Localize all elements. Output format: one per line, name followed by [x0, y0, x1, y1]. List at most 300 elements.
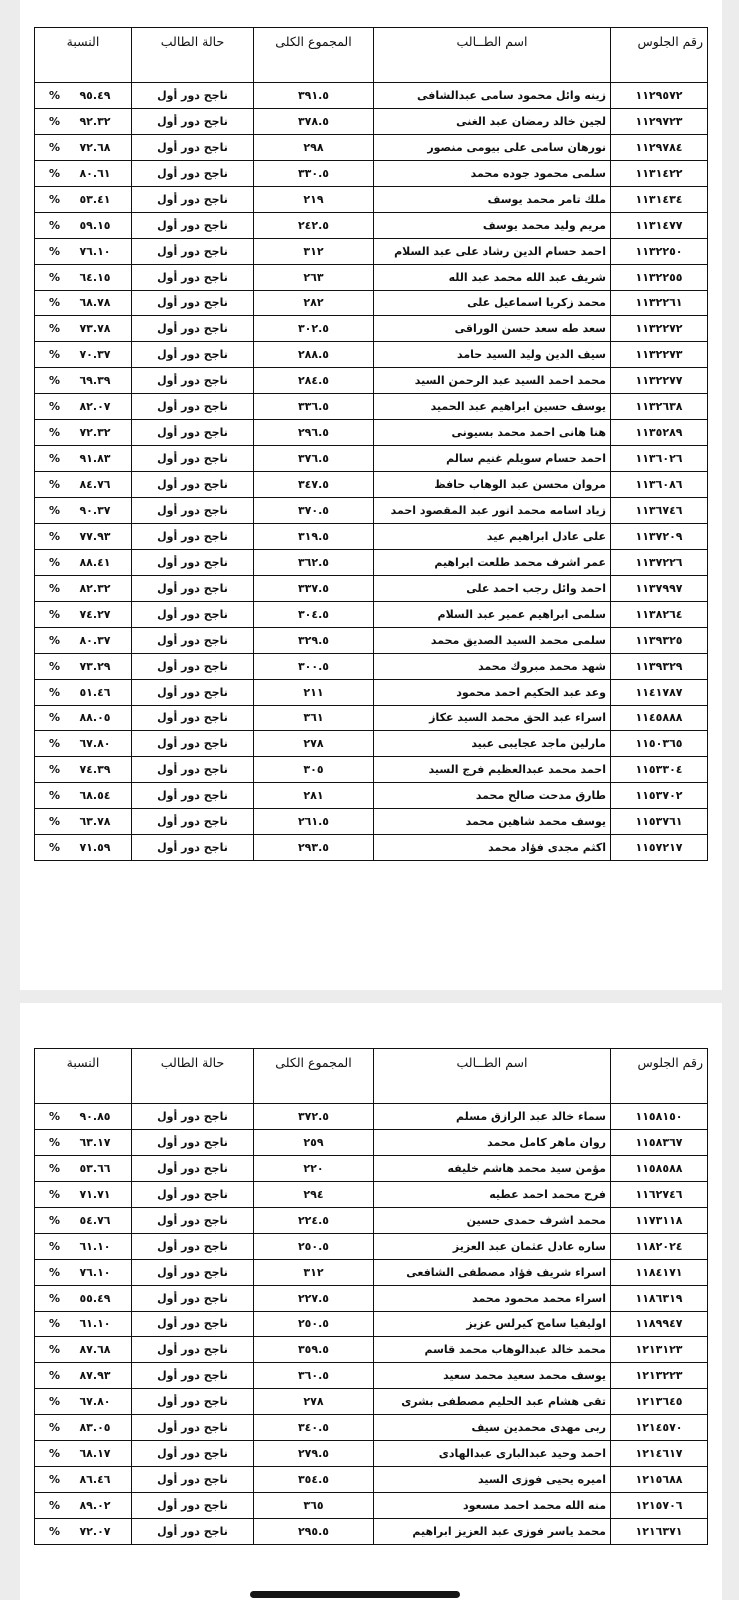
total-score-cell: ٢٧٨	[254, 731, 374, 757]
student-status-cell: ناجح دور أول	[132, 1389, 254, 1415]
seat-number-cell: ١١٥٨٣٦٧	[611, 1129, 708, 1155]
table-row	[35, 1415, 708, 1441]
percentage-value: ٨٠.٦١	[79, 166, 111, 180]
student-status-cell: ناجح دور أول	[132, 446, 254, 472]
percentage-cell	[35, 394, 132, 420]
table-header-row	[35, 1049, 708, 1104]
percentage-value: ٥١.٤٦	[79, 685, 111, 699]
percent-sign: %	[49, 1447, 61, 1461]
student-name-cell: تقى هشام عبد الحليم مصطفى بشرى	[374, 1389, 611, 1415]
student-name-cell: اسراء شريف فؤاد مصطفى الشافعى	[374, 1259, 611, 1285]
percentage-cell	[35, 368, 132, 394]
table-row	[35, 368, 708, 394]
student-status-cell: ناجح دور أول	[132, 523, 254, 549]
percentage-cell	[35, 1415, 132, 1441]
percent-sign: %	[49, 270, 61, 284]
student-name-cell: اميره يحيى فوزى السيد	[374, 1467, 611, 1493]
percentage-cell	[35, 472, 132, 498]
percentage-value: ٩٠.٣٧	[79, 503, 111, 517]
percentage-cell	[35, 1129, 132, 1155]
percentage-value: ٨٩.٠٢	[79, 1499, 111, 1513]
total-score-cell: ٣٣٦.٥	[254, 394, 374, 420]
table-row	[35, 108, 708, 134]
seat-number-cell: ١١٣٧٩٩٧	[611, 575, 708, 601]
percentage-cell	[35, 653, 132, 679]
table-row	[35, 549, 708, 575]
total-score-cell: ٢٨٤.٥	[254, 368, 374, 394]
seat-number-cell: ١١٥٨١٥٠	[611, 1104, 708, 1130]
student-status-cell: ناجح دور أول	[132, 549, 254, 575]
seat-number-cell: ١١٨٩٩٤٧	[611, 1311, 708, 1337]
seat-number-cell: ١١٥٠٣٦٥	[611, 731, 708, 757]
percentage-value: ٥٣.٤١	[79, 192, 111, 206]
percentage-header: النسبة	[35, 1049, 132, 1104]
table-row	[35, 679, 708, 705]
percentage-value: ٦٣.٧٨	[79, 815, 111, 829]
percentage-cell	[35, 601, 132, 627]
percentage-cell	[35, 498, 132, 524]
percentage-value: ٦٨.١٧	[79, 1447, 111, 1461]
total-score-cell: ٢٨٢	[254, 290, 374, 316]
seat-number-cell: ١١٣٢٢٧٣	[611, 342, 708, 368]
student-status-header: حالة الطالب	[132, 28, 254, 83]
seat-number-cell: ١١٢٩٧٨٤	[611, 134, 708, 160]
percent-sign: %	[49, 815, 61, 829]
percentage-value: ٦١.١٠	[79, 1317, 111, 1331]
table-row	[35, 83, 708, 109]
percentage-value: ٦١.١٠	[79, 1239, 111, 1253]
student-status-cell: ناجح دور أول	[132, 134, 254, 160]
total-score-cell: ٢٩٣.٥	[254, 835, 374, 861]
student-status-cell: ناجح دور أول	[132, 83, 254, 109]
student-name-cell: يوسف محمد سعيد محمد سعيد	[374, 1363, 611, 1389]
percentage-value: ٧١.٥٩	[79, 841, 111, 855]
total-score-cell: ٢٢٤.٥	[254, 1207, 374, 1233]
total-score-header: المجموع الكلى	[254, 28, 374, 83]
seat-number-cell: ١٢١٥٦٨٨	[611, 1467, 708, 1493]
table-row	[35, 575, 708, 601]
total-score-cell: ٣١٩.٥	[254, 523, 374, 549]
table-row	[35, 835, 708, 861]
student-name-cell: ربى مهدى محمدين سيف	[374, 1415, 611, 1441]
table-row	[35, 731, 708, 757]
table-row	[35, 316, 708, 342]
table-body	[35, 1104, 708, 1545]
percent-sign: %	[49, 348, 61, 362]
percentage-cell	[35, 1311, 132, 1337]
student-status-cell: ناجح دور أول	[132, 1181, 254, 1207]
percentage-cell	[35, 1363, 132, 1389]
percentage-cell	[35, 549, 132, 575]
percentage-value: ٩٠.٨٥	[79, 1109, 111, 1123]
seat-number-cell: ١١٥٣٧٦١	[611, 809, 708, 835]
percent-sign: %	[49, 322, 61, 336]
student-name-cell: محمد ياسر فوزى عبد العزيز ابراهيم	[374, 1519, 611, 1545]
table-row	[35, 1389, 708, 1415]
table-row	[35, 394, 708, 420]
total-score-cell: ٣٧٠.٥	[254, 498, 374, 524]
percentage-cell	[35, 1389, 132, 1415]
percentage-value: ٧٤.٣٩	[79, 763, 111, 777]
percent-sign: %	[49, 88, 61, 102]
student-name-cell: مروان محسن عبد الوهاب حافظ	[374, 472, 611, 498]
total-score-cell: ٣١٢	[254, 238, 374, 264]
table-row	[35, 1129, 708, 1155]
seat-number-cell: ١١٤١٧٨٧	[611, 679, 708, 705]
percentage-value: ٦٩.٣٩	[79, 374, 111, 388]
percentage-cell	[35, 757, 132, 783]
total-score-cell: ٢٩٨	[254, 134, 374, 160]
seat-number-cell: ١١٣٢٢٥٠	[611, 238, 708, 264]
table-row	[35, 1337, 708, 1363]
student-name-cell: اسراء محمد محمود محمد	[374, 1285, 611, 1311]
total-score-cell: ٣٥٩.٥	[254, 1337, 374, 1363]
total-score-cell: ٣١٢	[254, 1259, 374, 1285]
seat-number-cell: ١٢١٦٣٧١	[611, 1519, 708, 1545]
student-name-cell: وعد عبد الحكيم احمد محمود	[374, 679, 611, 705]
table-row	[35, 498, 708, 524]
table-row	[35, 1363, 708, 1389]
percent-sign: %	[49, 529, 61, 543]
percentage-value: ٩٢.٣٢	[79, 114, 111, 128]
student-status-cell: ناجح دور أول	[132, 1259, 254, 1285]
total-score-cell: ٢١١	[254, 679, 374, 705]
student-status-cell: ناجح دور أول	[132, 1467, 254, 1493]
percent-sign: %	[49, 1187, 61, 1201]
total-score-cell: ٣٣٠.٥	[254, 160, 374, 186]
student-name-cell: احمد وائل رجب احمد على	[374, 575, 611, 601]
seat-number-cell: ١١٣٢٦٣٨	[611, 394, 708, 420]
total-score-cell: ٢٥٩	[254, 1129, 374, 1155]
student-status-header: حالة الطالب	[132, 1049, 254, 1104]
student-name-header: اسم الطــالب	[374, 1049, 611, 1104]
table-row	[35, 523, 708, 549]
student-status-cell: ناجح دور أول	[132, 264, 254, 290]
table-row	[35, 446, 708, 472]
percent-sign: %	[49, 244, 61, 258]
student-name-cell: سعد طه سعد حسن الوراقى	[374, 316, 611, 342]
total-score-cell: ٣٦٢.٥	[254, 549, 374, 575]
total-score-cell: ٣٠٥	[254, 757, 374, 783]
student-status-cell: ناجح دور أول	[132, 1233, 254, 1259]
total-score-cell: ٢٥٠.٥	[254, 1311, 374, 1337]
student-name-cell: شريف عبد الله محمد عبد الله	[374, 264, 611, 290]
percentage-value: ٧٣.٧٨	[79, 322, 111, 336]
student-status-cell: ناجح دور أول	[132, 575, 254, 601]
seat-number-cell: ١١٥٣٣٠٤	[611, 757, 708, 783]
table-row	[35, 1519, 708, 1545]
total-score-cell: ٣٦٥	[254, 1493, 374, 1519]
student-status-cell: ناجح دور أول	[132, 601, 254, 627]
percentage-value: ٥٩.١٥	[79, 218, 111, 232]
table-row	[35, 1104, 708, 1130]
student-name-cell: سماء خالد عبد الرازق مسلم	[374, 1104, 611, 1130]
percentage-value: ٥٣.٦٦	[79, 1161, 111, 1175]
percentage-cell	[35, 809, 132, 835]
table-row	[35, 1233, 708, 1259]
percent-sign: %	[49, 659, 61, 673]
student-status-cell: ناجح دور أول	[132, 420, 254, 446]
results-table	[34, 27, 708, 861]
total-score-cell: ٢٥٠.٥	[254, 1233, 374, 1259]
total-score-cell: ٣٠٢.٥	[254, 316, 374, 342]
student-status-cell: ناجح دور أول	[132, 290, 254, 316]
student-name-cell: يوسف حسين ابراهيم عبد الحميد	[374, 394, 611, 420]
seat-number-cell: ١٢١٥٧٠٦	[611, 1493, 708, 1519]
table-row	[35, 264, 708, 290]
total-score-cell: ٣٤٠.٥	[254, 1415, 374, 1441]
student-status-cell: ناجح دور أول	[132, 835, 254, 861]
student-name-cell: محمد خالد عبدالوهاب محمد قاسم	[374, 1337, 611, 1363]
total-score-header: المجموع الكلى	[254, 1049, 374, 1104]
total-score-cell: ٢٢٠	[254, 1155, 374, 1181]
percentage-header: النسبة	[35, 28, 132, 83]
student-status-cell: ناجح دور أول	[132, 238, 254, 264]
student-name-cell: فرح محمد احمد عطيه	[374, 1181, 611, 1207]
percent-sign: %	[49, 763, 61, 777]
percentage-cell	[35, 212, 132, 238]
student-name-cell: احمد حسام سويلم غنيم سالم	[374, 446, 611, 472]
percentage-value: ٨٤.٧٦	[79, 478, 111, 492]
percent-sign: %	[49, 140, 61, 154]
student-status-cell: ناجح دور أول	[132, 368, 254, 394]
student-name-cell: احمد وحيد عبدالبارى عبدالهادى	[374, 1441, 611, 1467]
table-row	[35, 290, 708, 316]
total-score-cell: ٣٣٧.٥	[254, 575, 374, 601]
percent-sign: %	[49, 503, 61, 517]
student-name-cell: مارلين ماجد عجايبى عبيد	[374, 731, 611, 757]
total-score-cell: ٣٦١	[254, 705, 374, 731]
percent-sign: %	[49, 114, 61, 128]
percentage-cell	[35, 83, 132, 109]
table-row	[35, 757, 708, 783]
table-row	[35, 134, 708, 160]
table-row	[35, 1259, 708, 1285]
student-name-cell: زينه وائل محمود سامى عبدالشافى	[374, 83, 611, 109]
student-status-cell: ناجح دور أول	[132, 1363, 254, 1389]
percentage-value: ٩٥.٤٩	[79, 88, 111, 102]
total-score-cell: ٣٩١.٥	[254, 83, 374, 109]
results-table	[34, 1048, 708, 1545]
percentage-value: ٨٢.٣٢	[79, 581, 111, 595]
student-status-cell: ناجح دور أول	[132, 1311, 254, 1337]
student-name-cell: احمد حسام الدين رشاد على عبد السلام	[374, 238, 611, 264]
percentage-cell	[35, 1104, 132, 1130]
percent-sign: %	[49, 426, 61, 440]
student-status-cell: ناجح دور أول	[132, 186, 254, 212]
seat-number-cell: ١١٣٦٠٢٦	[611, 446, 708, 472]
table-row	[35, 212, 708, 238]
percentage-cell	[35, 705, 132, 731]
table-row	[35, 1285, 708, 1311]
percentage-cell	[35, 264, 132, 290]
table-row	[35, 1467, 708, 1493]
percentage-cell	[35, 1337, 132, 1363]
percent-sign: %	[49, 555, 61, 569]
student-status-cell: ناجح دور أول	[132, 1493, 254, 1519]
student-status-cell: ناجح دور أول	[132, 627, 254, 653]
percentage-cell	[35, 575, 132, 601]
percentage-cell	[35, 523, 132, 549]
student-status-cell: ناجح دور أول	[132, 472, 254, 498]
percentage-cell	[35, 446, 132, 472]
total-score-cell: ٣٠٤.٥	[254, 601, 374, 627]
seat-number-cell: ١١٣٢٢٧٧	[611, 368, 708, 394]
percentage-value: ٧١.٧١	[79, 1187, 111, 1201]
seat-number-cell: ١١٢٩٧٢٣	[611, 108, 708, 134]
percentage-cell	[35, 1233, 132, 1259]
seat-number-cell: ١١٣٩٣٢٩	[611, 653, 708, 679]
percentage-value: ٨٢.٠٧	[79, 400, 111, 414]
student-status-cell: ناجح دور أول	[132, 1415, 254, 1441]
seat-number-cell: ١١٣٦٠٨٦	[611, 472, 708, 498]
student-status-cell: ناجح دور أول	[132, 783, 254, 809]
percentage-cell	[35, 1285, 132, 1311]
table-row	[35, 238, 708, 264]
percent-sign: %	[49, 1291, 61, 1305]
student-name-cell: مؤمن سيد محمد هاشم خليفه	[374, 1155, 611, 1181]
percentage-value: ٨٧.٦٨	[79, 1343, 111, 1357]
student-status-cell: ناجح دور أول	[132, 394, 254, 420]
table-header-row	[35, 28, 708, 83]
total-score-cell: ٢٩٤	[254, 1181, 374, 1207]
percent-sign: %	[49, 1317, 61, 1331]
percentage-value: ٦٧.٨٠	[79, 1395, 111, 1409]
student-name-cell: محمد اشرف حمدى حسين	[374, 1207, 611, 1233]
percentage-cell	[35, 316, 132, 342]
percent-sign: %	[49, 1473, 61, 1487]
total-score-cell: ٢٨٨.٥	[254, 342, 374, 368]
percentage-cell	[35, 731, 132, 757]
seat-number-header: رقم الجلوس	[611, 28, 708, 83]
student-status-cell: ناجح دور أول	[132, 1155, 254, 1181]
percent-sign: %	[49, 789, 61, 803]
student-name-header: اسم الطــالب	[374, 28, 611, 83]
table-row	[35, 627, 708, 653]
percent-sign: %	[49, 1109, 61, 1123]
percent-sign: %	[49, 1421, 61, 1435]
percentage-cell	[35, 1519, 132, 1545]
percentage-value: ٧٢.٣٢	[79, 426, 111, 440]
student-name-cell: منه الله محمد احمد مسعود	[374, 1493, 611, 1519]
percentage-value: ٨٨.٠٥	[79, 711, 111, 725]
percentage-cell	[35, 420, 132, 446]
total-score-cell: ٢٧٨	[254, 1389, 374, 1415]
student-status-cell: ناجح دور أول	[132, 1207, 254, 1233]
seat-number-cell: ١١٢٩٥٧٢	[611, 83, 708, 109]
table-row	[35, 783, 708, 809]
total-score-cell: ٢٦٣	[254, 264, 374, 290]
seat-number-cell: ١١٣٦٧٤٦	[611, 498, 708, 524]
student-name-cell: لجين خالد رمضان عبد الغنى	[374, 108, 611, 134]
percentage-value: ٨٦.٤٦	[79, 1473, 111, 1487]
percent-sign: %	[49, 1265, 61, 1279]
pen-mark	[250, 1591, 460, 1598]
student-status-cell: ناجح دور أول	[132, 342, 254, 368]
seat-number-cell: ١١٣٧٢٢٦	[611, 549, 708, 575]
percent-sign: %	[49, 1343, 61, 1357]
total-score-cell: ٣٢٩.٥	[254, 627, 374, 653]
seat-number-cell: ١١٣٢٢٧٢	[611, 316, 708, 342]
student-status-cell: ناجح دور أول	[132, 160, 254, 186]
percent-sign: %	[49, 1524, 61, 1538]
table-body	[35, 83, 708, 861]
percentage-value: ٨٨.٤١	[79, 555, 111, 569]
seat-number-cell: ١١٣٢٢٥٥	[611, 264, 708, 290]
table-row	[35, 601, 708, 627]
seat-number-cell: ١١٨٦٣١٩	[611, 1285, 708, 1311]
student-status-cell: ناجح دور أول	[132, 1337, 254, 1363]
percentage-cell	[35, 342, 132, 368]
percent-sign: %	[49, 192, 61, 206]
student-name-cell: سيف الدين وليد السيد حامد	[374, 342, 611, 368]
percentage-cell	[35, 160, 132, 186]
student-status-cell: ناجح دور أول	[132, 731, 254, 757]
results-page-2	[20, 1003, 722, 1600]
student-name-cell: ساره عادل عثمان عبد العزيز	[374, 1233, 611, 1259]
student-name-cell: محمد زكريا اسماعيل على	[374, 290, 611, 316]
seat-number-cell: ١١٣٨٢٦٤	[611, 601, 708, 627]
percent-sign: %	[49, 1239, 61, 1253]
seat-number-cell: ١١٣٧٢٠٩	[611, 523, 708, 549]
total-score-cell: ٢١٩	[254, 186, 374, 212]
percentage-value: ٨٣.٠٥	[79, 1421, 111, 1435]
results-page-1	[20, 0, 722, 990]
seat-number-header: رقم الجلوس	[611, 1049, 708, 1104]
seat-number-cell: ١١٣١٤٢٢	[611, 160, 708, 186]
student-name-cell: روان ماهر كامل محمد	[374, 1129, 611, 1155]
percent-sign: %	[49, 737, 61, 751]
seat-number-cell: ١١٣٥٢٨٩	[611, 420, 708, 446]
percent-sign: %	[49, 841, 61, 855]
student-name-cell: هنا هانى احمد محمد بسيونى	[374, 420, 611, 446]
seat-number-cell: ١١٧٣١١٨	[611, 1207, 708, 1233]
percent-sign: %	[49, 1499, 61, 1513]
total-score-cell: ٣٧٢.٥	[254, 1104, 374, 1130]
total-score-cell: ٣٧٦.٥	[254, 446, 374, 472]
table-row	[35, 1441, 708, 1467]
percentage-value: ٧٢.٦٨	[79, 140, 111, 154]
seat-number-cell: ١٢١٣٦٤٥	[611, 1389, 708, 1415]
table-row	[35, 1311, 708, 1337]
percentage-cell	[35, 1181, 132, 1207]
total-score-cell: ٢٦١.٥	[254, 809, 374, 835]
percentage-value: ٦٨.٥٤	[79, 789, 111, 803]
percent-sign: %	[49, 1395, 61, 1409]
percentage-value: ٩١.٨٣	[79, 452, 111, 466]
percentage-cell	[35, 134, 132, 160]
percentage-value: ٨٠.٣٧	[79, 633, 111, 647]
student-name-cell: احمد محمد عبدالعظيم فرج السيد	[374, 757, 611, 783]
seat-number-cell: ١١٣٩٣٢٥	[611, 627, 708, 653]
table-row	[35, 1493, 708, 1519]
seat-number-cell: ١١٣٢٢٦١	[611, 290, 708, 316]
percent-sign: %	[49, 581, 61, 595]
student-status-cell: ناجح دور أول	[132, 1519, 254, 1545]
percentage-value: ٧٦.١٠	[79, 1265, 111, 1279]
percent-sign: %	[49, 685, 61, 699]
student-name-cell: سلمى ابراهيم عمير عبد السلام	[374, 601, 611, 627]
student-name-cell: يوسف محمد شاهين محمد	[374, 809, 611, 835]
seat-number-cell: ١٢١٤٥٧٠	[611, 1415, 708, 1441]
student-status-cell: ناجح دور أول	[132, 1129, 254, 1155]
percentage-value: ٥٤.٧٦	[79, 1213, 111, 1227]
total-score-cell: ٣٤٧.٥	[254, 472, 374, 498]
percentage-cell	[35, 1441, 132, 1467]
percentage-value: ٦٧.٨٠	[79, 737, 111, 751]
student-status-cell: ناجح دور أول	[132, 1285, 254, 1311]
student-name-cell: على عادل ابراهيم عيد	[374, 523, 611, 549]
